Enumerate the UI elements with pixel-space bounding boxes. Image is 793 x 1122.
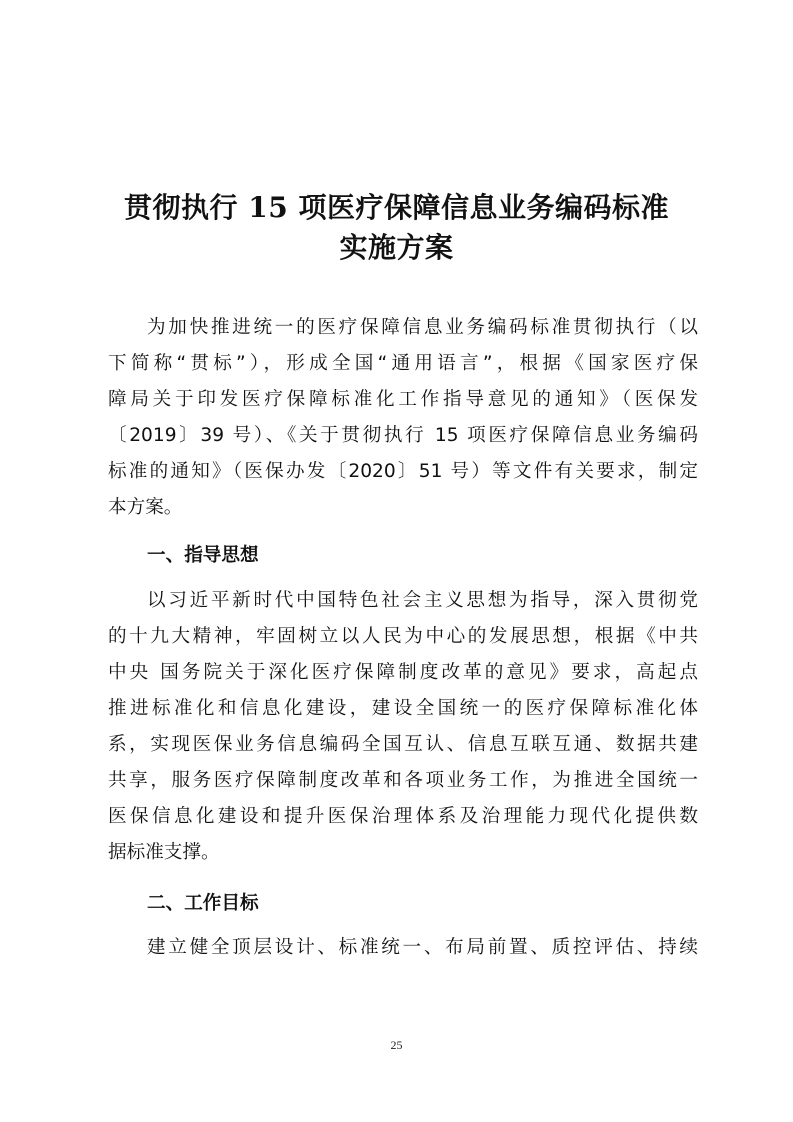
intro-line: 下简称“贯标”），形成全国“通用语言”，根据《国家医疗保 xyxy=(108,353,698,374)
section1-line: 推进标准化和信息化建设，建设全国统一的医疗保障标准化体 xyxy=(108,698,698,719)
section1-line: 系，实现医保业务信息编码全国互认、信息互联互通、数据共建 xyxy=(108,734,698,755)
section-heading-work-goals: 二、工作目标 xyxy=(147,893,259,914)
section1-line: 共享，服务医疗保障制度改革和各项业务工作，为推进全国统一 xyxy=(108,770,698,791)
intro-line: 〔2019〕39 号）、《关于贯彻执行 15 项医疗保障信息业务编码 xyxy=(108,425,698,446)
section-heading-guiding-ideology: 一、指导思想 xyxy=(147,545,259,566)
document-title-line-2: 实施方案 xyxy=(339,231,454,264)
intro-line: 标准的通知》（医保办发〔2020〕51 号）等文件有关要求，制定 xyxy=(108,461,698,482)
section1-line: 医保信息化建设和提升医保治理体系及治理能力现代化提供数 xyxy=(108,806,698,827)
section1-line: 的十九大精神，牢固树立以人民为中心的发展思想，根据《中共 xyxy=(108,626,698,647)
intro-line: 为加快推进统一的医疗保障信息业务编码标准贯彻执行（以 xyxy=(147,317,698,338)
section2-line: 建立健全顶层设计、标准统一、布局前置、质控评估、持续 xyxy=(147,937,698,958)
section1-line: 中央 国务院关于深化医疗保障制度改革的意见》要求，高起点 xyxy=(108,662,698,683)
section1-line: 以习近平新时代中国特色社会主义思想为指导，深入贯彻党 xyxy=(147,590,698,611)
intro-line: 本方案。 xyxy=(108,497,183,518)
intro-line: 障局关于印发医疗保障标准化工作指导意见的通知》（医保发 xyxy=(108,389,698,410)
page-number: 25 xyxy=(390,1038,403,1052)
section1-line: 据标准支撑。 xyxy=(108,842,220,863)
document-title-line-1: 贯彻执行 15 项医疗保障信息业务编码标准 xyxy=(124,191,669,224)
